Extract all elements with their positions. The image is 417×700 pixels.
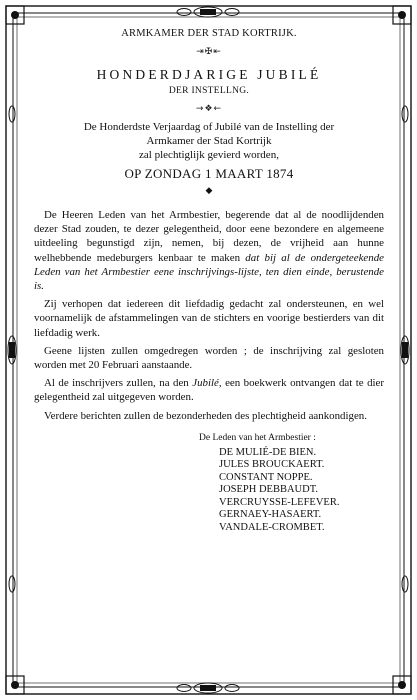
intro-line-1: De Honderdste Verjaardag of Jubilé van de Instelling der <box>83 121 335 133</box>
signature-name: CONSTANT NOPPE. <box>219 471 313 483</box>
signature-name: JULES BROUCKAERT. <box>219 459 325 471</box>
document-content <box>34 22 384 534</box>
date-ornament: ◆ <box>205 186 213 196</box>
intro-line-3: zal plechtiglijk gevierd worden, <box>139 149 279 161</box>
paragraph-1 <box>34 208 384 293</box>
paragraph-5 <box>34 409 384 423</box>
document-subtitle: DER INSTELLNG. <box>168 86 250 96</box>
paragraph-3 <box>34 344 384 372</box>
signature-list <box>219 447 384 535</box>
intro-line-2: Armkamer der Stad Kortrijk <box>146 135 272 147</box>
paragraph-2 <box>34 297 384 340</box>
signature-name: GERNAEY-HASAERT. <box>219 509 322 521</box>
paragraph-1-text: De Heeren Leden van het Armbestier, begerende dat al de noodlijdenden dezer Stad zouden, te dezer gelegentheid, door eene bezondere en algemeene uitdeeling begunstigd zijn, nemen, bij dezen, de vrijheid aan hunne welhebbende medeburgers kenbaar te maken <box>34 209 384 264</box>
paragraph-4-italic: Jubilé <box>192 377 219 390</box>
body-text <box>34 208 384 423</box>
signature-name: VANDALE-CROMBET. <box>219 521 325 533</box>
signature-name: JOSEPH DEBBAUDT. <box>219 484 318 496</box>
paragraph-4-text-after: , een boekwerk ontvangen dat te dier gelegentheid zal uitgegeven worden. <box>34 377 385 404</box>
document-title: HONDERDJARIGE JUBILÉ <box>96 67 322 82</box>
event-date: OP ZONDAG 1 MAART 1874 <box>124 166 294 181</box>
divider-ornament: ⇥✠⇤ <box>196 47 222 57</box>
signatures-heading: De Leden van het Armbestier : <box>199 432 316 443</box>
divider-ornament-2: →❖← <box>195 104 223 114</box>
issuer-line: ARMKAMER DER STAD KORTRIJK. <box>121 28 297 39</box>
paragraph-5-text: Verdere berichten zullen de bezonderheden des plechtigheid aankondigen. <box>44 409 367 422</box>
paragraph-4-text-before: Al de inschrijvers zullen, na den <box>44 377 193 390</box>
paragraph-1-italic: dat bij al de ondergeteekende Leden van het Armbestier eene inschrijvings-lijste, ten dien einde, berustende is. <box>34 251 384 293</box>
signature-name: DE MULIÉ-DE BIEN. <box>219 446 317 458</box>
paragraph-4 <box>34 376 384 404</box>
paragraph-3-text: Geene lijsten zullen omgedregen worden ; de inschrijving zal gesloten worden met 20 Februari aanstaande. <box>34 344 384 372</box>
paragraph-2-text: Zij verhopen dat iedereen dit liefdadig gedacht zal ondersteunen, en wel voornamelijk de afstammelingen van de stichters en voorige bestierders van dit liefdadig werk. <box>34 298 384 339</box>
intro-block <box>34 120 384 162</box>
signature-name: VERCRUYSSE-LEFEVER. <box>219 496 340 508</box>
